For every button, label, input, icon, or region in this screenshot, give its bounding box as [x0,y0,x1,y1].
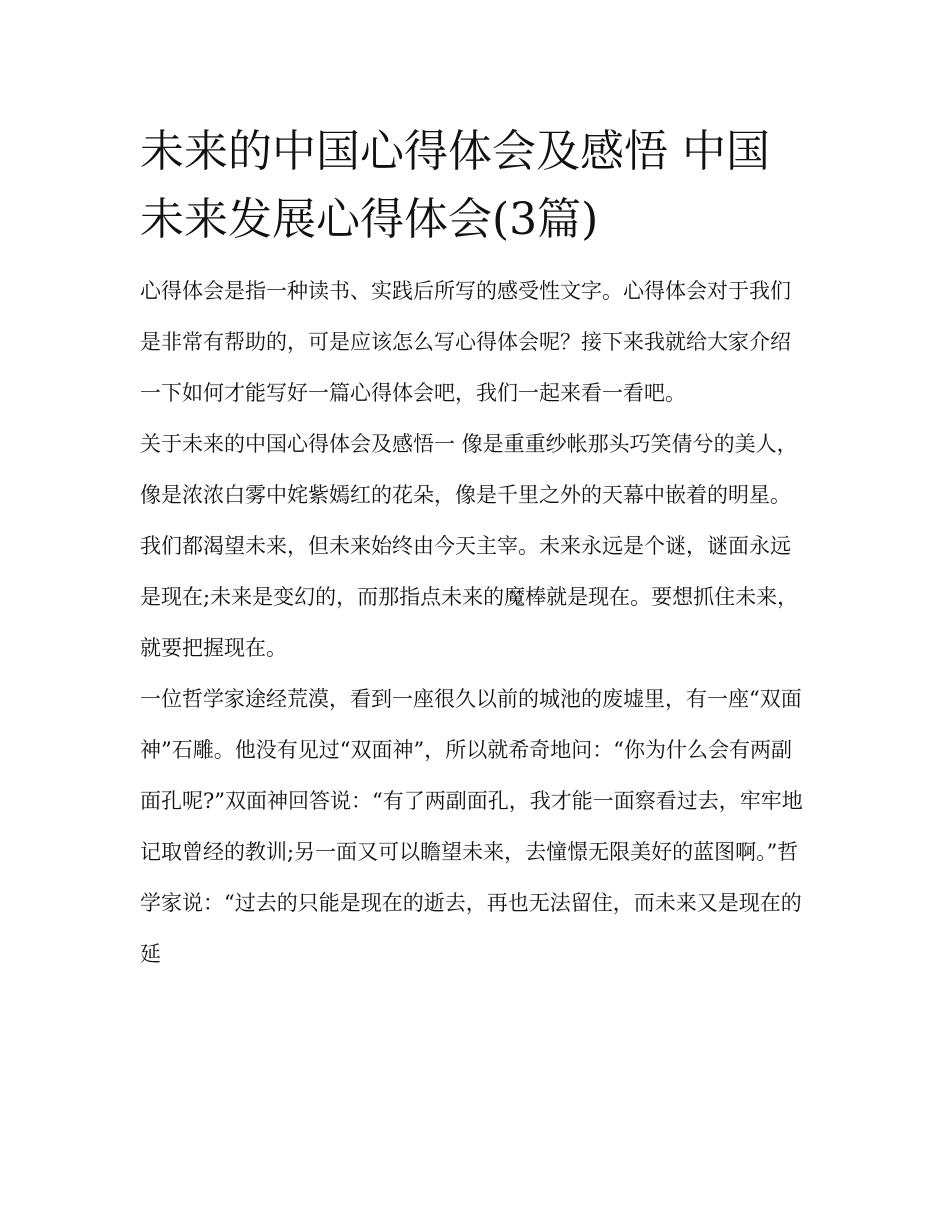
paragraph-1: 关于未来的中国心得体会及感悟一 像是重重纱帐那头巧笑倩兮的美人，像是浓浓白雾中姹紫嫣红的花朵，像是千里之外的天幕中嵌着的明星。 [140,432,798,507]
paragraph-intro: 心得体会是指一种读书、实践后所写的感受性文字。心得体会对于我们是非常有帮助的，可是应该怎么写心得体会呢？接下来我就给大家介绍一下如何才能写好一篇心得体会吧，我们一起来看一看吧。 [140,279,791,405]
paragraph-2: 我们都渴望未来，但未来始终由今天主宰。未来永远是个谜，谜面永远是现在;未来是变幻的，而那指点未来的魔棒就是现在。要想抓住未来，就要把握现在。 [140,534,799,660]
document-body [140,118,810,980]
paragraph-3: 一位哲学家途经荒漠，看到一座很久以前的城池的废墟里，有一座“双面神”石雕。他没有见过“双面神”，所以就希奇地问：“你为什么会有两副面孔呢?”双面神回答说：“有了两副面孔，我才能一面察看过去，牢牢地记取曾经的教训;另一面又可以瞻望未来，去憧憬无限美好的蓝图啊。”哲学家说：“过去的只能是现在的逝去，再也无法留住，而未来又是现在的延 [140,687,803,966]
document-title: 未来的中国心得体会及感悟 中国未来发展心得体会(3篇) [140,126,770,245]
